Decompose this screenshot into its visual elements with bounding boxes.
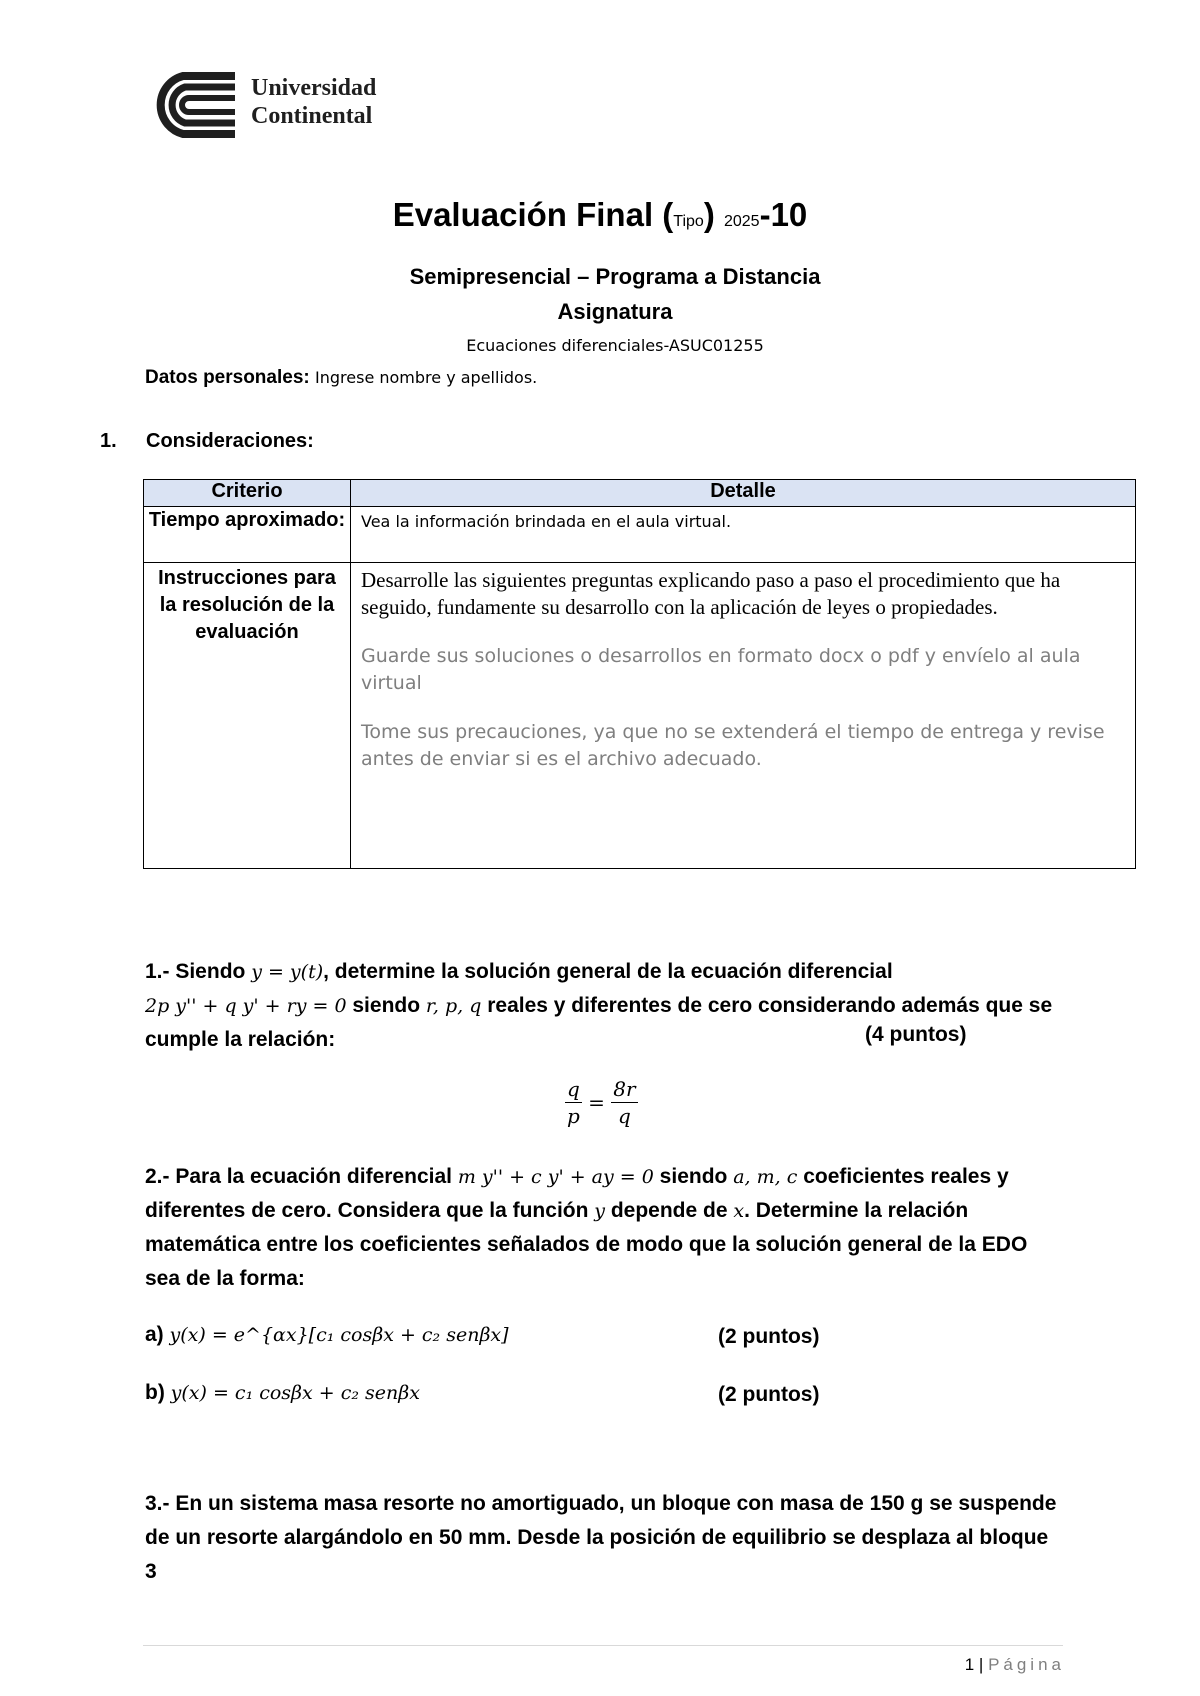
page-footer xyxy=(900,1655,1065,1675)
q2-text4: . Determine la relación matemática entre los coeficientes señalados de modo que la solución general de la EDO sea de la forma: xyxy=(145,1199,1028,1290)
title-close: ) xyxy=(703,196,715,233)
title-suffix: -10 xyxy=(759,196,808,233)
q2-intro: 2.- Para la ecuación diferencial xyxy=(145,1165,458,1188)
instructions-paragraph-1: Desarrolle las siguientes preguntas explicando paso a paso el procedimiento que ha seguido, fundamente su desarrollo con la aplicación de leyes o propiedades. xyxy=(361,568,1061,619)
frac-left xyxy=(565,1076,582,1129)
footer-divider xyxy=(143,1645,1063,1646)
time-detail-text: Vea la información brindada en el aula virtual. xyxy=(361,512,732,531)
instructions-paragraph-2: Guarde sus soluciones o desarrollos en formato docx o pdf y envíelo al aula virtual xyxy=(361,645,1081,694)
q2-a-equation: y(x) = e^{αx}[c₁ cosβx + c₂ senβx] xyxy=(169,1324,509,1346)
header-detalle: Detalle xyxy=(351,480,1136,507)
q2-b-points: (2 puntos) xyxy=(718,1383,820,1406)
section-heading xyxy=(100,430,314,453)
q2-b-label: b) xyxy=(145,1381,171,1404)
header-criterio: Criterio xyxy=(144,480,351,507)
frac-right xyxy=(611,1076,637,1129)
q1-intro: 1.- Siendo xyxy=(145,960,252,983)
equals-sign: = xyxy=(588,1090,605,1115)
q1-relation xyxy=(565,1076,638,1129)
course-name: Ecuaciones diferenciales-ASUC01255 xyxy=(466,336,764,355)
q2-text2: coeficientes reales y diferentes de cero. Considera que la función xyxy=(145,1165,1009,1222)
table-row xyxy=(144,563,1136,869)
row-criterio-instructions: Instrucciones para la resolución de la evaluación xyxy=(144,563,351,869)
table-row xyxy=(144,507,1136,563)
q2-vars: a, m, c xyxy=(733,1166,798,1188)
q1-points: (4 puntos) xyxy=(865,1023,967,1046)
q1-text2: siendo xyxy=(346,994,426,1017)
row-detalle-instructions xyxy=(351,563,1136,869)
q1-text3: reales y diferentes de cero considerando además que se cumple la relación: xyxy=(145,994,1053,1051)
row-criterio-time: Tiempo aproximado: xyxy=(144,507,351,563)
q1-text1: , determine la solución general de la ecuación diferencial xyxy=(323,960,893,983)
table-header-row xyxy=(144,480,1136,507)
frac-right-num: 8r xyxy=(613,1077,636,1101)
section-number: 1. xyxy=(100,430,117,452)
question-2 xyxy=(145,1160,1065,1296)
university-name-line2: Continental xyxy=(251,103,373,129)
criteria-table xyxy=(143,479,1136,869)
personal-data-value: Ingrese nombre y apellidos. xyxy=(315,368,538,387)
q2-y: y xyxy=(594,1200,605,1222)
frac-right-den: q xyxy=(618,1104,631,1128)
frac-left-den: p xyxy=(567,1104,580,1128)
q2-option-a xyxy=(145,1318,1065,1352)
q2-b-equation: y(x) = c₁ cosβx + c₂ senβx xyxy=(170,1382,420,1404)
university-name xyxy=(251,74,376,130)
row-detalle-time xyxy=(351,507,1136,563)
q2-option-b xyxy=(145,1376,1065,1410)
asignatura-label: Asignatura xyxy=(557,299,673,324)
q2-a-label: a) xyxy=(145,1323,170,1346)
frac-left-num: q xyxy=(567,1077,580,1101)
q1-vars: r, p, q xyxy=(425,995,482,1017)
title-year: 2025 xyxy=(723,213,760,230)
q2-text1: siendo xyxy=(653,1165,734,1188)
personal-data xyxy=(145,367,537,389)
subtitle: Semipresencial – Programa a Distancia xyxy=(409,264,821,289)
q2-x: x xyxy=(733,1200,745,1222)
title-tipo: Tipo xyxy=(673,213,704,230)
q1-function: y = y(t) xyxy=(251,961,324,983)
page-label: Página xyxy=(988,1655,1065,1674)
question-3: 3.- En un sistema masa resorte no amortiguado, un bloque con masa de 150 g se suspende de un resorte alargándolo en 50 mm. Desde la posición de equilibrio se desplaza al bloque 3 xyxy=(145,1492,1057,1583)
title-main: Evaluación Final ( xyxy=(392,196,674,233)
q2-text3: depende de xyxy=(605,1199,734,1222)
instructions-paragraph-3: Tome sus precauciones, ya que no se extenderá el tiempo de entrega y revise antes de enviar si es el archivo adecuado. xyxy=(361,721,1105,770)
q2-a-points: (2 puntos) xyxy=(718,1325,820,1348)
footer-separator: | xyxy=(974,1655,989,1674)
university-name-line1: Universidad xyxy=(251,75,377,101)
section-title: Consideraciones: xyxy=(146,430,314,452)
page-title xyxy=(0,196,1200,234)
q2-equation: m y'' + c y' + ay = 0 xyxy=(457,1166,654,1188)
q1-equation: 2p y'' + q y' + ry = 0 xyxy=(145,995,347,1017)
page-number: 1 xyxy=(964,1655,975,1674)
personal-data-label: Datos personales: xyxy=(145,367,310,388)
